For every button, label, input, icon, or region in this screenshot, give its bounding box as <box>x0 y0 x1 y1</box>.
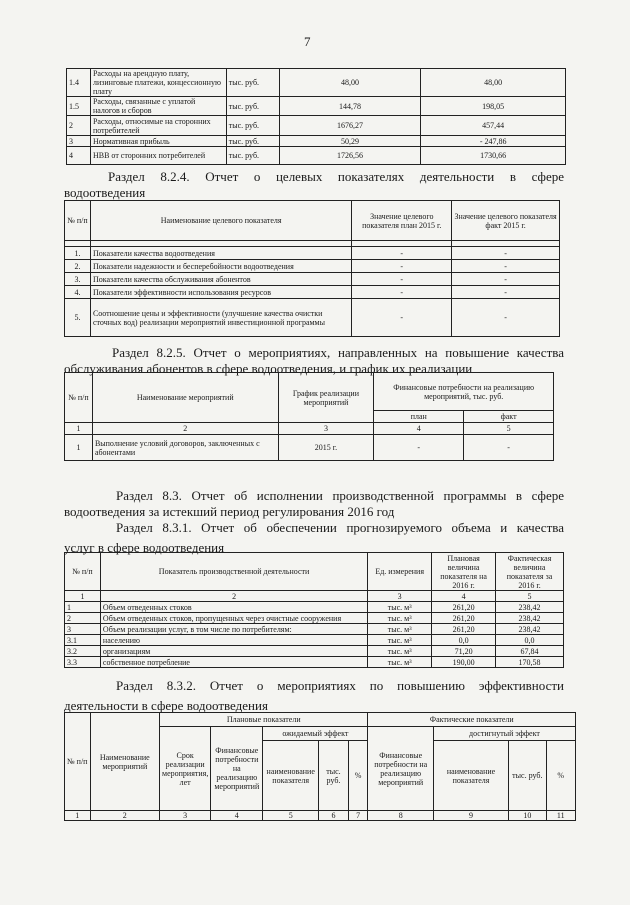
row-name: Расходы, связанные с уплатой налогов и сборов <box>90 97 226 116</box>
column-number: 1 <box>65 591 101 602</box>
row-name: Показатели качества водоотведения <box>90 247 351 260</box>
column-number: 3 <box>278 423 374 435</box>
row-name: организациям <box>100 646 367 657</box>
column-number: 10 <box>509 811 546 821</box>
section-825-title-line1: Раздел 8.2.5. Отчет о мероприятиях, направленных на повышение качества <box>112 345 564 360</box>
row-fact: 238,42 <box>496 613 564 624</box>
header-number: № п/п <box>65 713 91 811</box>
row-number: 3.1 <box>65 635 101 646</box>
header-plan-group: Плановые показатели <box>160 713 368 727</box>
row-fact: - <box>464 435 554 461</box>
section-83-title-line1: Раздел 8.3. Отчет об исполнении производственной программы в сфере <box>116 488 564 503</box>
header-plan: Значение целевого показателя план 2015 г. <box>352 201 452 241</box>
header-indicator: наименование показателя <box>263 741 319 811</box>
column-number: 1 <box>65 811 91 821</box>
page-number: 7 <box>304 34 311 49</box>
table-row <box>67 97 566 116</box>
column-number: 2 <box>92 423 278 435</box>
row-fact: - <box>452 260 560 273</box>
header-number: № п/п <box>65 201 91 241</box>
header-fact: Значение целевого показателя факт 2015 г. <box>452 201 560 241</box>
row-unit: тыс. руб. <box>226 136 279 147</box>
table-row <box>67 116 566 136</box>
cost-table <box>66 68 566 165</box>
row-fact: - <box>452 299 560 337</box>
row-fact: 67,84 <box>496 646 564 657</box>
row-unit: тыс. м³ <box>368 602 432 613</box>
row-name: Объем отведенных стоков <box>100 602 367 613</box>
column-number: 11 <box>546 811 576 821</box>
row-plan: - <box>352 286 452 299</box>
row-plan: 261,20 <box>432 624 496 635</box>
row-number: 3. <box>65 273 91 286</box>
column-number: 4 <box>211 811 263 821</box>
header-financing: Финансовые потребности на реализацию мероприятий, тыс. руб. <box>374 373 554 411</box>
header-fin-plan: Финансовые потребности на реализацию мероприятий <box>211 727 263 811</box>
header-schedule: График реализации мероприятий <box>278 373 374 423</box>
efficiency-measures-table <box>64 712 576 821</box>
table-row <box>65 657 564 668</box>
row-fact: 238,42 <box>496 602 564 613</box>
row-fact: - 247,86 <box>421 136 566 147</box>
row-plan: 71,20 <box>432 646 496 657</box>
section-831-title-line2: услуг в сфере водоотведения <box>64 540 225 555</box>
table-row <box>65 613 564 624</box>
column-number: 4 <box>432 591 496 602</box>
row-plan: - <box>352 247 452 260</box>
table-row <box>65 260 560 273</box>
row-unit: тыс. м³ <box>368 613 432 624</box>
row-number: 3.2 <box>65 646 101 657</box>
column-number: 2 <box>100 591 367 602</box>
header-name: Наименование целевого показателя <box>90 201 351 241</box>
header-number: № п/п <box>65 553 101 591</box>
header-expected-effect: ожидаемый эффект <box>263 727 368 741</box>
column-number: 3 <box>160 811 211 821</box>
row-name: населению <box>100 635 367 646</box>
header-rub: тыс. руб. <box>509 741 546 811</box>
header-plan: Плановая величина показателя на 2016 г. <box>432 553 496 591</box>
production-volume-table <box>64 552 564 668</box>
row-plan: 190,00 <box>432 657 496 668</box>
section-824-title-line1: Раздел 8.2.4. Отчет о целевых показателях деятельности в сфере <box>108 169 564 184</box>
row-name: Соотношение цены и эффективности (улучшение качества очистки сточных вод) реализации мероприятий инвестиционной программы <box>90 299 351 337</box>
row-plan: - <box>374 435 464 461</box>
column-number: 5 <box>263 811 319 821</box>
table-row <box>65 299 560 337</box>
row-number: 1 <box>65 602 101 613</box>
row-number: 1.4 <box>67 69 91 97</box>
row-number: 2 <box>65 613 101 624</box>
row-number: 3 <box>67 136 91 147</box>
target-indicators-table <box>64 200 560 337</box>
row-plan: 261,20 <box>432 613 496 624</box>
table-row <box>65 435 554 461</box>
table-row <box>65 635 564 646</box>
row-number: 2. <box>65 260 91 273</box>
row-name: Показатели эффективности использования ресурсов <box>90 286 351 299</box>
row-name: Показатели надежности и бесперебойности водоотведения <box>90 260 351 273</box>
column-number: 5 <box>464 423 554 435</box>
header-rub: тыс. руб. <box>319 741 349 811</box>
row-fact: 198,05 <box>421 97 566 116</box>
row-name: Объем отведенных стоков, пропущенных через очистные сооружения <box>100 613 367 624</box>
row-name: Выполнение условий договоров, заключенных с абонентами <box>92 435 278 461</box>
row-plan: - <box>352 299 452 337</box>
row-number: 3.3 <box>65 657 101 668</box>
header-fact: факт <box>464 411 554 423</box>
row-plan: 50,29 <box>279 136 421 147</box>
row-unit: тыс. руб. <box>226 69 279 97</box>
row-fact: 238,42 <box>496 624 564 635</box>
row-unit: тыс. руб. <box>226 147 279 165</box>
column-number: 8 <box>368 811 433 821</box>
column-number: 7 <box>348 811 368 821</box>
column-number: 9 <box>433 811 508 821</box>
header-achieved-effect: достигнутый эффект <box>433 727 575 741</box>
header-indicator: наименование показателя <box>433 741 508 811</box>
row-number: 2 <box>67 116 91 136</box>
row-plan: 48,00 <box>279 69 421 97</box>
section-825-title-line2: обслуживания абонентов в сфере водоотведения, и график их реализации <box>64 361 473 376</box>
section-832-title-line2: деятельности в сфере водоотведения <box>64 698 268 713</box>
header-plan: план <box>374 411 464 423</box>
row-unit: тыс. руб. <box>226 116 279 136</box>
row-plan: 1676,27 <box>279 116 421 136</box>
header-name: Показатель производственной деятельности <box>100 553 367 591</box>
table-row <box>65 646 564 657</box>
table-row <box>67 136 566 147</box>
header-fact-group: Фактические показатели <box>368 713 576 727</box>
column-number: 4 <box>374 423 464 435</box>
column-number: 3 <box>368 591 432 602</box>
header-fact: Фактическая величина показателя за 2016 г. <box>496 553 564 591</box>
row-plan: 1726,56 <box>279 147 421 165</box>
section-832-title-line1: Раздел 8.3.2. Отчет о мероприятиях по повышению эффективности <box>116 678 564 693</box>
row-plan: 144,78 <box>279 97 421 116</box>
row-plan: 261,20 <box>432 602 496 613</box>
column-number: 5 <box>496 591 564 602</box>
header-pct: % <box>348 741 368 811</box>
table-row <box>67 147 566 165</box>
row-name: Нормативная прибыль <box>90 136 226 147</box>
row-name: НВВ от сторонних потребителей <box>90 147 226 165</box>
row-number: 1.5 <box>67 97 91 116</box>
row-fact: 48,00 <box>421 69 566 97</box>
header-name: Наименование мероприятий <box>90 713 159 811</box>
header-term: Срок реализации мероприятия, лет <box>160 727 211 811</box>
row-number: 4 <box>67 147 91 165</box>
service-quality-table <box>64 372 554 461</box>
column-number: 2 <box>90 811 159 821</box>
row-fact: - <box>452 286 560 299</box>
row-number: 3 <box>65 624 101 635</box>
row-number: 1 <box>65 435 93 461</box>
row-plan: 0,0 <box>432 635 496 646</box>
row-fact: 1730,66 <box>421 147 566 165</box>
section-83-title-line2: водоотведения за истекший период регулирования 2016 год <box>64 504 395 519</box>
row-unit: тыс. м³ <box>368 657 432 668</box>
row-unit: тыс. м³ <box>368 624 432 635</box>
column-number: 1 <box>65 423 93 435</box>
row-unit: тыс. м³ <box>368 635 432 646</box>
row-number: 1. <box>65 247 91 260</box>
table-row <box>67 69 566 97</box>
row-plan: - <box>352 260 452 273</box>
header-number: № п/п <box>65 373 93 423</box>
row-schedule: 2015 г. <box>278 435 374 461</box>
row-fact: - <box>452 247 560 260</box>
row-fact: 457,44 <box>421 116 566 136</box>
row-plan: - <box>352 273 452 286</box>
table-row <box>65 247 560 260</box>
row-fact: - <box>452 273 560 286</box>
row-fact: 170,58 <box>496 657 564 668</box>
row-name: Объем реализации услуг, в том числе по потребителям: <box>100 624 367 635</box>
column-number: 6 <box>319 811 349 821</box>
table-row <box>65 602 564 613</box>
section-831-title-line1: Раздел 8.3.1. Отчет об обеспечении прогнозируемого объема и качества <box>116 520 564 535</box>
header-unit: Ед. измерения <box>368 553 432 591</box>
row-unit: тыс. руб. <box>226 97 279 116</box>
header-pct: % <box>546 741 576 811</box>
header-fin-fact: Финансовые потребности на реализацию мероприятий <box>368 727 433 811</box>
row-name: собственное потребление <box>100 657 367 668</box>
row-name: Расходы на арендную плату, лизинговые платежи, концессионную плату <box>90 69 226 97</box>
row-name: Расходы, относимые на сторонних потребителей <box>90 116 226 136</box>
row-unit: тыс. м³ <box>368 646 432 657</box>
table-row <box>65 273 560 286</box>
row-name: Показатели качества обслуживания абонентов <box>90 273 351 286</box>
table-row <box>65 624 564 635</box>
row-number: 5. <box>65 299 91 337</box>
header-name: Наименование мероприятий <box>92 373 278 423</box>
section-824-title-line2: водоотведения <box>64 185 146 200</box>
row-fact: 0,0 <box>496 635 564 646</box>
row-number: 4. <box>65 286 91 299</box>
table-row <box>65 286 560 299</box>
